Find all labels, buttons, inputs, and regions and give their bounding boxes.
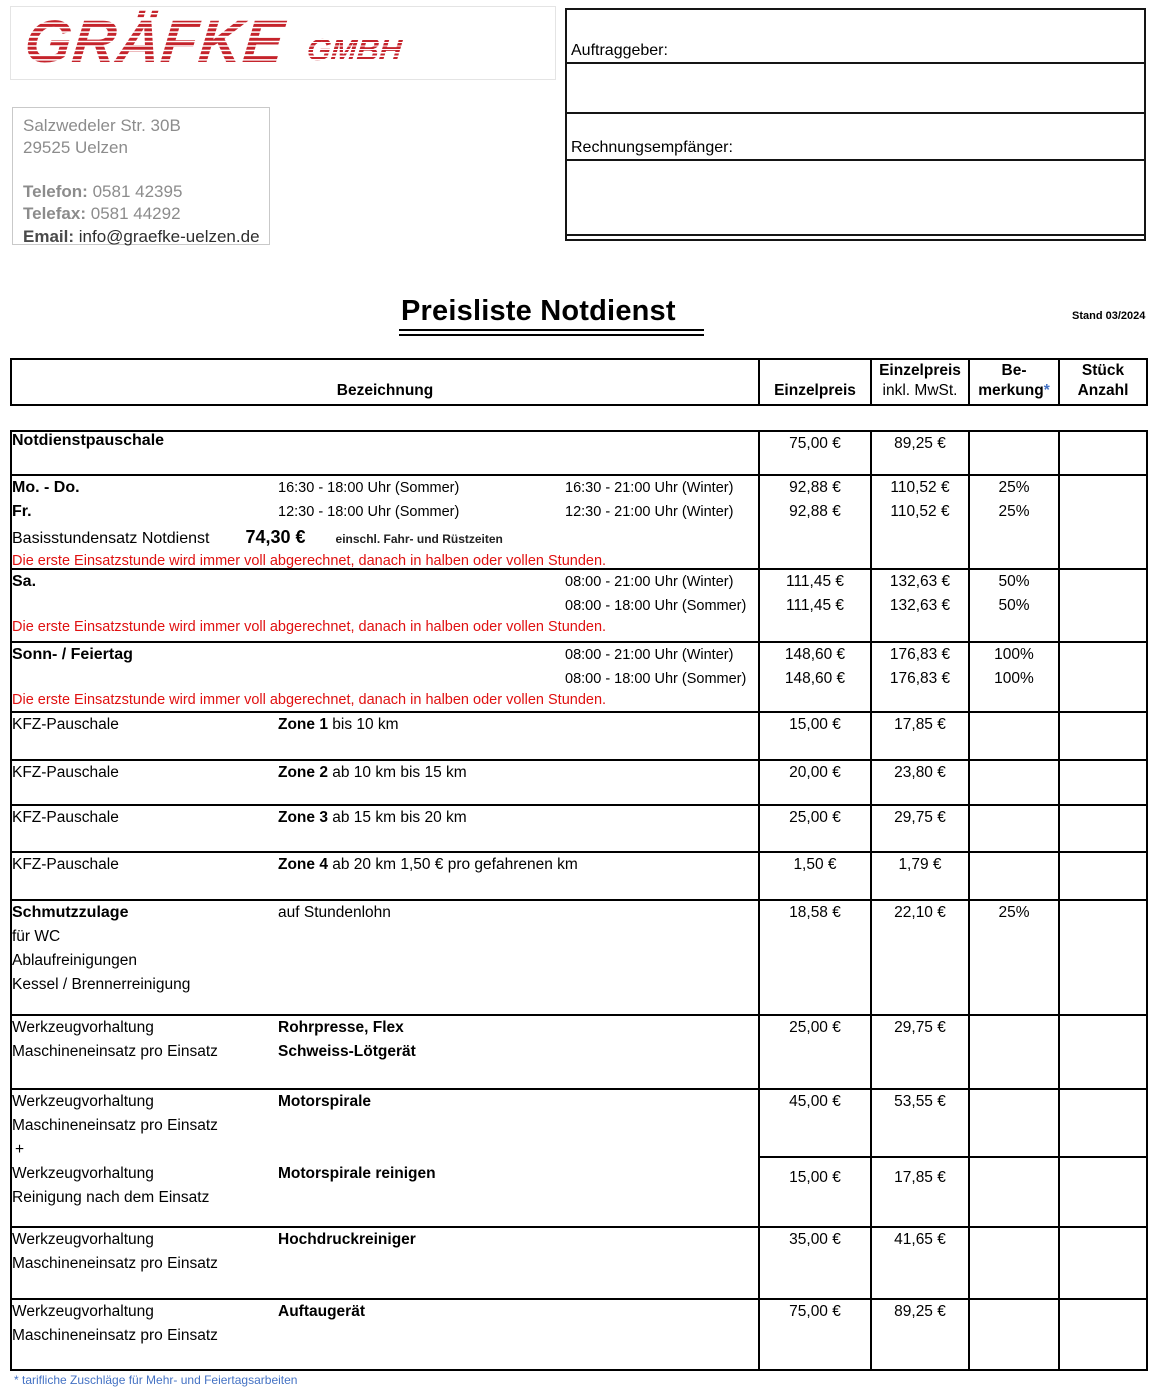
- einzelpreis-cell: 15,00 €: [759, 712, 871, 760]
- einzelpreis-cell: 25,00 €: [759, 805, 871, 852]
- stueck-cell: [1059, 1227, 1147, 1299]
- row-hochdruckreiniger: [11, 1227, 1147, 1299]
- stueck-cell: [1059, 569, 1147, 642]
- einzelpreis-inkl-cell: 29,75 €: [871, 805, 969, 852]
- auftraggeber-input[interactable]: [567, 62, 1144, 114]
- header-bezeichnung: Bezeichnung: [11, 359, 759, 405]
- tariff-footnote: * tarifliche Zuschläge für Mehr- und Feiertagsarbeiten: [14, 1373, 298, 1387]
- page-title: Preisliste Notdienst: [399, 295, 704, 336]
- phone-line: [23, 181, 269, 203]
- bemerkung-cell: [969, 1299, 1059, 1370]
- einzelpreis-cell: 92,88 € 92,88 €: [759, 475, 871, 569]
- header-bemerkung: Be- merkung*: [969, 359, 1059, 405]
- bemerkung-cell: 50% 50%: [969, 569, 1059, 642]
- einzelpreis-inkl-cell: 53,55 €: [871, 1089, 969, 1157]
- bemerkung-asterisk: *: [1043, 382, 1050, 399]
- stueck-cell: [1059, 900, 1147, 1015]
- einzelpreis-cell: 15,00 €: [759, 1157, 871, 1227]
- email-label: Email:: [23, 226, 75, 246]
- red-note: Die erste Einsatzstunde wird immer voll abgerechnet, danach in halben oder vollen Stunden.: [12, 692, 607, 708]
- einzelpreis-cell: 148,60 € 148,60 €: [759, 642, 871, 712]
- stueck-cell: [1059, 712, 1147, 760]
- einzelpreis-inkl-cell: 17,85 €: [871, 1157, 969, 1227]
- row-motorspirale: [11, 1089, 1147, 1157]
- einzelpreis-cell: 35,00 €: [759, 1227, 871, 1299]
- bemerkung-cell: [969, 431, 1059, 475]
- row-sonn-feiertag: [11, 642, 1147, 712]
- row-kfz-zone4: [11, 852, 1147, 900]
- rechnungsempfaenger-label: Rechnungsempfänger:: [571, 139, 733, 156]
- price-table: [10, 430, 1148, 1371]
- stueck-cell: [1059, 431, 1147, 475]
- bemerkung-cell: [969, 1089, 1059, 1157]
- einzelpreis-cell: 75,00 €: [759, 431, 871, 475]
- bezeichnung-cell: KFZ-Pauschale Zone 2 ab 10 km bis 15 km: [11, 760, 759, 805]
- bemerkung-cell: [969, 1157, 1059, 1227]
- bemerkung-cell: [969, 852, 1059, 900]
- red-note: Die erste Einsatzstunde wird immer voll abgerechnet, danach in halben oder vollen Stunden.: [12, 553, 607, 569]
- bezeichnung-cell: Sa. 08:00 - 21:00 Uhr (Winter) 08:00 - 18:00 Uhr (Sommer) Die erste Einsatzstunde wird immer voll abgerechnet, danach in halben oder vollen Stunden.: [11, 569, 759, 642]
- bezeichnung-cell: Werkzeugvorhaltung Rohrpresse, Flex Maschineneinsatz pro Einsatz Schweiss-Lötgerät: [11, 1015, 759, 1089]
- bemerkung-cell: [969, 805, 1059, 852]
- bezeichnung-cell: KFZ-Pauschale Zone 1 bis 10 km: [11, 712, 759, 760]
- stueck-cell: [1059, 642, 1147, 712]
- phone-label: Telefon:: [23, 181, 88, 201]
- stueck-cell: [1059, 1015, 1147, 1089]
- fax-value: 0581 44292: [90, 204, 181, 224]
- einzelpreis-cell: 1,50 €: [759, 852, 871, 900]
- bemerkung-cell: [969, 712, 1059, 760]
- einzelpreis-inkl-cell: 23,80 €: [871, 760, 969, 805]
- bemerkung-cell: [969, 760, 1059, 805]
- einzelpreis-cell: 25,00 €: [759, 1015, 871, 1089]
- phone-value: 0581 42395: [92, 181, 183, 201]
- header-stueck: Stück Anzahl: [1059, 359, 1147, 405]
- address-line-2: 29525 Uelzen: [23, 138, 128, 158]
- einzelpreis-inkl-cell: 110,52 € 110,52 €: [871, 475, 969, 569]
- client-form: [565, 8, 1146, 241]
- bezeichnung-cell: Werkzeugvorhaltung Hochdruckreiniger Maschineneinsatz pro Einsatz: [11, 1227, 759, 1299]
- bemerkung-cell: 100% 100%: [969, 642, 1059, 712]
- bezeichnung-cell: Schmutzzulage auf Stundenlohn für WC Ablaufreinigungen Kessel / Brennerreinigung: [11, 900, 759, 1015]
- row-rohrpresse: [11, 1015, 1147, 1089]
- fax-label: Telefax:: [23, 204, 86, 224]
- red-note: Die erste Einsatzstunde wird immer voll abgerechnet, danach in halben oder vollen Stunden.: [12, 619, 607, 635]
- revision-date: Stand 03/2024: [1072, 310, 1146, 322]
- stueck-cell: [1059, 1157, 1147, 1227]
- einzelpreis-inkl-cell: 89,25 €: [871, 431, 969, 475]
- einzelpreis-inkl-cell: 1,79 €: [871, 852, 969, 900]
- stueck-cell: [1059, 475, 1147, 569]
- price-table-header: [10, 358, 1148, 406]
- einzelpreis-inkl-cell: 22,10 €: [871, 900, 969, 1015]
- einzelpreis-cell: 18,58 €: [759, 900, 871, 1015]
- stueck-cell: [1059, 760, 1147, 805]
- stueck-cell: [1059, 1299, 1147, 1370]
- header-einzelpreis: Einzelpreis: [759, 359, 871, 405]
- company-logo: [10, 6, 556, 80]
- fax-line: [23, 203, 269, 225]
- logo-suffix: GMBH: [305, 33, 410, 67]
- bezeichnung-cell: KFZ-Pauschale Zone 3 ab 15 km bis 20 km: [11, 805, 759, 852]
- email-line: [23, 226, 269, 248]
- logo-text: GRÄFKE: [20, 10, 296, 76]
- header-einzelpreis-inkl: Einzelpreis inkl. MwSt.: [871, 359, 969, 405]
- email-value: info@graefke-uelzen.de: [78, 226, 260, 246]
- bemerkung-cell: [969, 1227, 1059, 1299]
- row-kfz-zone3: [11, 805, 1147, 852]
- row-auftaugeraet: [11, 1299, 1147, 1370]
- einzelpreis-cell: 45,00 €: [759, 1089, 871, 1157]
- bemerkung-cell: 25%: [969, 900, 1059, 1015]
- row-samstag: [11, 569, 1147, 642]
- einzelpreis-inkl-cell: 132,63 € 132,63 €: [871, 569, 969, 642]
- bemerkung-cell: [969, 1015, 1059, 1089]
- row-weekdays: [11, 475, 1147, 569]
- bezeichnung-cell: Sonn- / Feiertag 08:00 - 21:00 Uhr (Winter) 08:00 - 18:00 Uhr (Sommer) Die erste Einsatzstunde wird immer voll abgerechnet, danach in halben oder vollen Stunden.: [11, 642, 759, 712]
- einzelpreis-inkl-cell: 89,25 €: [871, 1299, 969, 1370]
- bemerkung-cell: 25% 25%: [969, 475, 1059, 569]
- einzelpreis-cell: 111,45 € 111,45 €: [759, 569, 871, 642]
- einzelpreis-inkl-cell: 41,65 €: [871, 1227, 969, 1299]
- bezeichnung-cell: KFZ-Pauschale Zone 4 ab 20 km 1,50 € pro gefahrenen km: [11, 852, 759, 900]
- bezeichnung-cell: Notdienstpauschale: [11, 431, 759, 475]
- stueck-cell: [1059, 852, 1147, 900]
- einzelpreis-inkl-cell: 29,75 €: [871, 1015, 969, 1089]
- row-schmutzzulage: [11, 900, 1147, 1015]
- einzelpreis-inkl-cell: 176,83 € 176,83 €: [871, 642, 969, 712]
- einzelpreis-cell: 20,00 €: [759, 760, 871, 805]
- stueck-cell: [1059, 805, 1147, 852]
- stueck-cell: [1059, 1089, 1147, 1157]
- rechnungsempfaenger-input[interactable]: [567, 159, 1144, 236]
- row-kfz-zone1: [11, 712, 1147, 760]
- address-line-1: Salzwedeler Str. 30B: [23, 116, 181, 135]
- row-kfz-zone2: [11, 760, 1147, 805]
- einzelpreis-cell: 75,00 €: [759, 1299, 871, 1370]
- bezeichnung-cell: Mo. - Do. 16:30 - 18:00 Uhr (Sommer) 16:30 - 21:00 Uhr (Winter) Fr. 12:30 - 18:00 Uhr (Sommer) 12:30 - 21:00 Uhr (Winter) Basisstundensatz Notdienst 74,30 € einschl. Fahr- und Rüstzeiten Die erste Einsatzstunde wird immer voll abgerechnet, danach in halben oder vollen Stunden.: [11, 475, 759, 569]
- row-notdienstpauschale: [11, 431, 1147, 475]
- einzelpreis-inkl-cell: 17,85 €: [871, 712, 969, 760]
- bezeichnung-cell: Werkzeugvorhaltung Auftaugerät Maschineneinsatz pro Einsatz: [11, 1299, 759, 1370]
- bezeichnung-cell: Werkzeugvorhaltung Motorspirale Maschineneinsatz pro Einsatz + Werkzeugvorhaltung Motorspirale reinigen Reinigung nach dem Einsatz: [11, 1089, 759, 1227]
- company-address: [12, 107, 270, 245]
- auftraggeber-label: Auftraggeber:: [571, 42, 668, 59]
